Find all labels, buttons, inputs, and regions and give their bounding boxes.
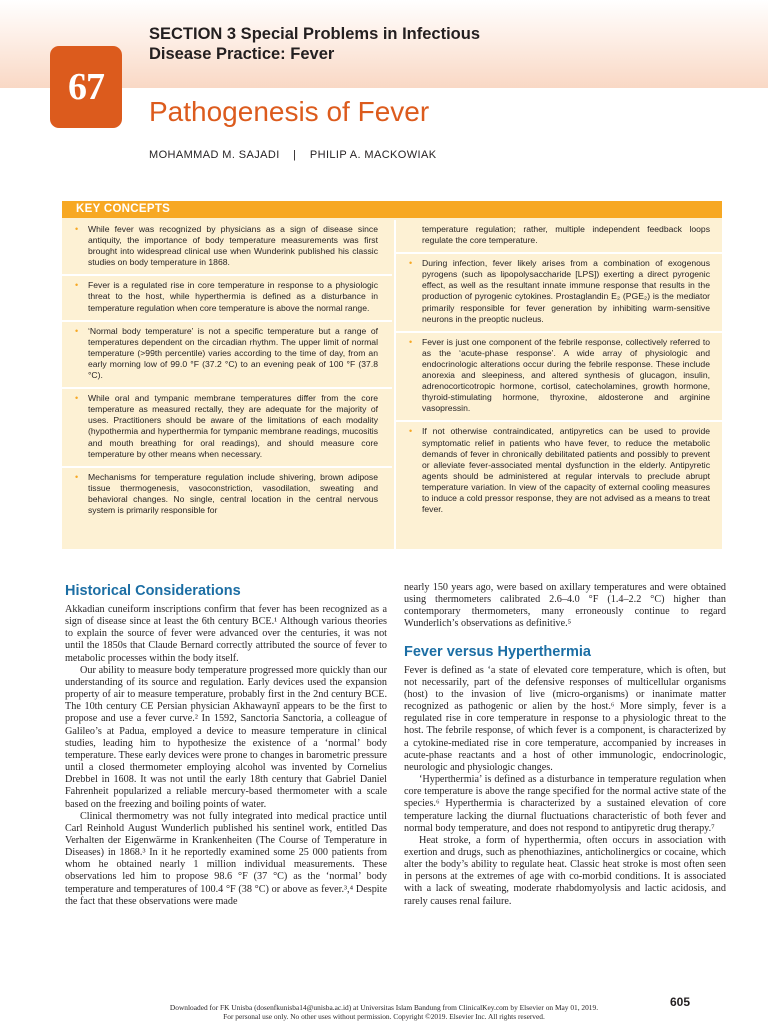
key-concept-item bbox=[62, 220, 392, 276]
body-paragraph: Heat stroke, a form of hyperthermia, often occurs in association with exertion and drugs, such as phenothiazines, anticholinergics or cocaine, which alter the body’s ability to regulate heat. Classic heat stroke is most often seen in persons at the extremes of age with co-morbid conditions. It is associated with a lack of sweating, moderate rhabdomyolysis and lactic acidosis, and rarely causes renal failure. bbox=[404, 834, 726, 907]
section-heading-historical: Historical Considerations bbox=[65, 583, 241, 599]
key-concepts-left-column bbox=[62, 220, 392, 549]
key-concept-item bbox=[396, 333, 724, 423]
body-right-column bbox=[404, 582, 726, 908]
body-paragraph: Akkadian cuneiform inscriptions confirm that fever has been recognized as a sign of disease since at least the 6th century BCE.¹ Although various theories to explain the source of fever were advanced over the centuries, it was not until the 1850s that Claude Bernard correctly attributed the source of fever to metabolic processes within the body itself. bbox=[65, 604, 387, 664]
author-name: PHILIP A. MACKOWIAK bbox=[309, 149, 437, 161]
key-concepts-heading: KEY CONCEPTS bbox=[62, 201, 722, 218]
page-number: 605 bbox=[670, 995, 691, 1009]
section-line-2: Disease Practice: Fever bbox=[149, 45, 335, 63]
footer-line-1: Downloaded for FK Unisba (dosenfkunisba14@unisba.ac.id) at Universitas Islam Bandung from ClinicalKey.com by Elsevier on May 01, 2019. bbox=[169, 1003, 599, 1012]
bullet-icon: • bbox=[75, 393, 79, 404]
key-concept-item bbox=[62, 389, 392, 468]
key-concept-text: While fever was recognized by physicians as a sign of disease since antiquity, the importance of body temperature measurements was first brought into widespread clinical use when Wunderink published his classic studies on body temperature in 1868. bbox=[88, 224, 378, 268]
author-name: MOHAMMAD M. SAJADI bbox=[149, 149, 280, 161]
section-heading-fever: Fever versus Hyperthermia bbox=[404, 643, 591, 660]
chapter-number-badge: 67 bbox=[50, 46, 122, 128]
bullet-icon: • bbox=[75, 224, 79, 234]
body-paragraph: Our ability to measure body temperature progressed more quickly than our understanding of its source and regulation. Early devices used the expansion property of air to measure temperature, probably first in the 2nd century BCE. The 10th century CE Persian physician Akhawaynī appears to be the first to propose and use a fever curve.² In 1592, Sanctoria Sanctoria, a colleague of Galileo’s at Padua, employed a device to measure temperature in clinical studies, leading him to hypothesize the existence of a ‘normal’ body temperature. These early devices were prone to changes in barometric pressure until a closed thermometer employing alcohol was invented by Cornelius Drebbel in 1608. It was not until the early 18th century that Gabriel Daniel Fahrenheit popularized a reliable mercury-based thermometer with a scale based on the freezing and boiling points of water. bbox=[65, 664, 387, 810]
footer-line-2: For personal use only. No other uses without permission. Copyright ©2019. Elsevier Inc. All rights reserved. bbox=[223, 1012, 545, 1022]
bullet-icon: • bbox=[75, 325, 79, 336]
key-concept-item bbox=[396, 422, 724, 521]
bullet-icon: • bbox=[409, 336, 413, 347]
body-paragraph: ‘Hyperthermia’ is defined as a disturbance in temperature regulation when core temperature is above the range specified for the normal active state of the species.⁶ Hyperthermia is characterized by a sustained elevation of core temperature lacking the diurnal fluctuations characteristic of both fever and normal body temperature, and does not respond to antipyretic drug therapy.⁷ bbox=[404, 774, 726, 834]
key-concept-text: ‘Normal body temperature’ is not a specific temperature but a range of temperatures dependent on the circadian rhythm. The upper limit of normal temperature (>99th percentile) varies according to the time of day, from an early morning low of 99.0 °F (37.2 °C) to an evening peak of 100 °F (37.8 °C). bbox=[88, 325, 378, 381]
key-concept-text: If not otherwise contraindicated, antipyretics can be used to provide symptomatic relief in patients who have fever, to reduce the metabolic demands of fever in chronically debilitated patients and possibly to prevent or alleviate fever-associated mental dysfunction in the elderly. Antipyretic agents should be administered at regular intervals to preclude abrupt temperature variation. In view of the capacity of external cooling measures to induce a cold pressor response, they are not advised as a means to treat fever. bbox=[422, 426, 710, 515]
section-line-1: SECTION 3 Special Problems in Infectious bbox=[149, 25, 480, 43]
key-concept-continuation bbox=[396, 220, 724, 254]
key-concepts-right-column bbox=[394, 220, 724, 549]
body-paragraph: nearly 150 years ago, were based on axillary temperatures and were obtained using thermometers calibrated 2.6–4.0 °F (1.4–2.2 °C) higher than contemporary thermometers, many erroneously continue to regard Wunderlich’s observations as definitive.⁵ bbox=[404, 582, 726, 630]
author-separator: | bbox=[293, 149, 297, 161]
key-concept-text: While oral and tympanic membrane temperatures differ from the core temperature as measured rectally, they are adequate for the majority of uses. Practitioners should be aware of the limitations of each modality (hypothermia and hyperthermia for tympanic membrane readings, mucositis and mouth breathing for oral readings), and should measure core temperature by other means when necessary. bbox=[88, 393, 378, 459]
key-concept-item bbox=[396, 254, 724, 333]
body-left-column bbox=[65, 582, 387, 908]
download-footer bbox=[0, 1003, 768, 1022]
body-paragraph: Fever is defined as ‘a state of elevated core temperature, which is often, but not necessarily, part of the defensive responses of multicellular organisms (host) to the invasion of live (micro-organisms) or inanimate matter recognized as pathogenic or alien by the host.⁶ More simply, fever is a regulated rise in core temperature in response to a physiologic threat to the host. The febrile response, of which fever is a component, is characterized by a cytokine-mediated rise in core temperature, accompanied by increases in acute-phase reactants and a host of other immunologic, endocrinologic, neurologic and physiologic changes. bbox=[404, 664, 726, 773]
key-concept-text: temperature regulation; rather, multiple independent feedback loops regulate the core temperature. bbox=[422, 224, 710, 246]
key-concept-item bbox=[62, 276, 392, 321]
body-paragraph: Clinical thermometry was not fully integrated into medical practice until Carl Reinhold August Wunderlich published his sentinel work, entitled Das Verhalten der Eigenwärme in Krankenheiten (The Course of Temperature in Diseases) in 1868.³ In it he reportedly examined some 25 000 patients from whom he obtained nearly 1 million individual measurements. These observations led him to propose 98.6 °F (37 °C) as the ‘normal’ body temperature and temperatures of 100.4 °F (38 °C) or above as fever.³,⁴ Despite the fact that these observations were made bbox=[65, 810, 387, 907]
key-concept-text: During infection, fever likely arises from a combination of exogenous pyrogens (such as lipopolysaccharide [LPS]) exerting a direct pyrogenic effect, as well as the resultant innate immune response that results in the production of pyrogenic cytokines. Prostaglandin E₂ (PGE₂) is the mediator primarily responsible for fever generation by inhibiting warm-sensitive neurons in the preoptic nucleus. bbox=[422, 258, 710, 324]
author-line bbox=[149, 149, 436, 161]
key-concepts-box bbox=[62, 201, 722, 549]
bullet-icon: • bbox=[409, 426, 413, 437]
bullet-icon: • bbox=[409, 258, 413, 269]
key-concept-item bbox=[62, 468, 392, 522]
key-concept-item bbox=[62, 322, 392, 389]
section-heading bbox=[149, 24, 589, 64]
key-concept-text: Fever is a regulated rise in core temperature in response to a physiologic threat to the host, while hyperthermia is defined as a disturbance in temperature regulation when core temperature is above the normal range. bbox=[88, 280, 378, 313]
bullet-icon: • bbox=[75, 471, 79, 482]
key-concept-text: Mechanisms for temperature regulation include shivering, brown adipose tissue thermogenesis, vasoconstriction, vasodilation, sweating and behavioral changes. No single, central location in the central nervous system is primarily responsible for bbox=[88, 471, 378, 515]
key-concept-text: Fever is just one component of the febrile response, collectively referred to as the ‘acute-phase response’. A wide array of physiologic and endocrinologic alterations occur during the febrile response. These include anorexia and sleepiness, and altered synthesis of glucagon, insulin, adrenocorticotropic hormone, cortisol, catecholamines, growth hormone, thyroid-stimulating hormone, thyroxine, aldosterone and arginine vasopressin. bbox=[422, 336, 710, 414]
chapter-title: Pathogenesis of Fever bbox=[149, 96, 430, 127]
bullet-icon: • bbox=[75, 280, 79, 291]
